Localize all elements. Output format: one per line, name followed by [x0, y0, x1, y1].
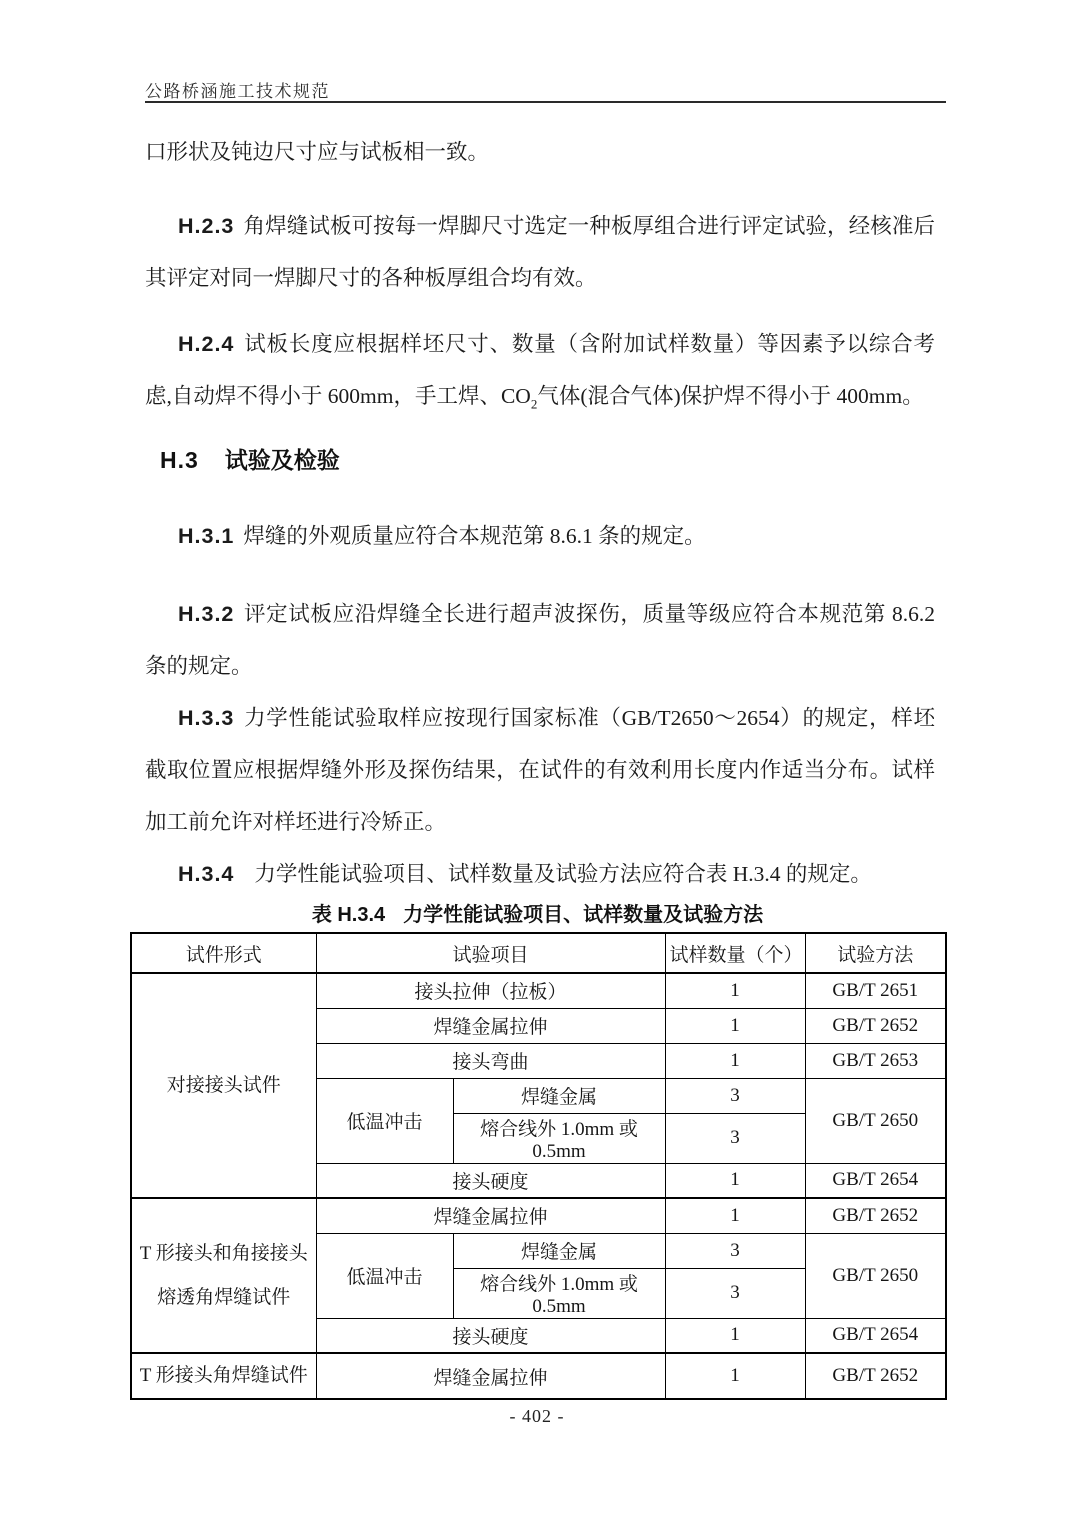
section-number: H.3: [160, 447, 199, 473]
qty-cell: 1: [665, 1043, 805, 1078]
impact-label-cell: 低温冲击: [316, 1078, 453, 1163]
qty-cell: 3: [665, 1233, 805, 1268]
method-cell: GB/T 2650: [805, 1078, 946, 1163]
header-divider: [145, 101, 946, 103]
method-cell: GB/T 2652: [805, 1353, 946, 1399]
qty-cell: 1: [665, 1163, 805, 1198]
mechanical-test-table: [130, 932, 947, 1400]
clause-h34: [145, 848, 935, 900]
clause-h24: [145, 318, 935, 430]
test-item-cell: 接头硬度: [316, 1163, 665, 1198]
section-title: 试验及检验: [224, 447, 340, 473]
test-item-cell: 焊缝金属拉伸: [316, 1008, 665, 1043]
header-test-item: 试验项目: [316, 933, 665, 973]
group-name-cell: T 形接头角焊缝试件: [131, 1353, 316, 1399]
header-specimen-form: 试件形式: [131, 933, 316, 973]
header-test-method: 试验方法: [805, 933, 946, 973]
clause-text: 角焊缝试板可按每一焊脚尺寸选定一种板厚组合进行评定试验，经核准后其评定对同一焊脚尺寸的各种板厚组合均有效。: [145, 214, 935, 290]
clause-h32: [145, 588, 935, 692]
test-item-cell: 焊缝金属拉伸: [316, 1353, 665, 1399]
test-item-cell: 焊缝金属: [453, 1233, 665, 1268]
test-item-cell: 接头硬度: [316, 1318, 665, 1353]
test-item-cell: 焊缝金属: [453, 1078, 665, 1113]
test-item-cell: 接头弯曲: [316, 1043, 665, 1078]
method-cell: GB/T 2654: [805, 1318, 946, 1353]
method-cell: GB/T 2650: [805, 1233, 946, 1318]
clause-label: H.2.4: [178, 332, 235, 356]
clause-h23: [145, 200, 935, 304]
clause-h33: [145, 692, 935, 848]
clause-text: 试板长度应根据样坯尺寸、数量（含附加试样数量）等因素予以综合考虑,自动焊不得小于 600mm，手工焊、CO: [145, 332, 935, 408]
method-cell: GB/T 2652: [805, 1008, 946, 1043]
qty-cell: 1: [665, 1318, 805, 1353]
clause-label: H.3.2: [178, 602, 235, 626]
clause-label: H.3.1: [178, 524, 235, 548]
section-heading-h3: [160, 442, 340, 475]
qty-cell: 3: [665, 1113, 805, 1163]
impact-label-cell: 低温冲击: [316, 1233, 453, 1318]
clause-text: 力学性能试验项目、试样数量及试验方法应符合表 H.3.4 的规定。: [254, 862, 872, 886]
co2-subscript: 2: [530, 396, 538, 412]
group-name-cell: T 形接头和角接接头熔透角焊缝试件: [131, 1198, 316, 1353]
clause-text: 评定试板应沿焊缝全长进行超声波探伤，质量等级应符合本规范第 8.6.2 条的规定。: [145, 602, 935, 678]
method-cell: GB/T 2651: [805, 973, 946, 1008]
test-item-cell: 接头拉伸（拉板）: [316, 973, 665, 1008]
clause-h31: [145, 510, 935, 562]
qty-cell: 1: [665, 1353, 805, 1399]
test-item-cell: 熔合线外 1.0mm 或 0.5mm: [453, 1268, 665, 1318]
table-row: [131, 973, 946, 1008]
clause-text: 焊缝的外观质量应符合本规范第 8.6.1 条的规定。: [243, 524, 706, 548]
table-row: [131, 1353, 946, 1399]
qty-cell: 3: [665, 1078, 805, 1113]
header-sample-qty: 试样数量（个）: [665, 933, 805, 973]
method-cell: GB/T 2653: [805, 1043, 946, 1078]
paragraph-text: 口形状及钝边尺寸应与试板相一致。: [145, 140, 490, 164]
running-header: 公路桥涵施工技术规范: [145, 82, 330, 101]
qty-cell: 1: [665, 1198, 805, 1233]
qty-cell: 1: [665, 1008, 805, 1043]
table-header-row: [131, 933, 946, 973]
method-cell: GB/T 2652: [805, 1198, 946, 1233]
qty-cell: 3: [665, 1268, 805, 1318]
clause-label: H.3.4: [178, 862, 235, 886]
paragraph-continuation: [145, 126, 935, 178]
method-cell: GB/T 2654: [805, 1163, 946, 1198]
clause-text: 力学性能试验取样应按现行国家标准（GB/T2650～2654）的规定，样坯截取位置应根据焊缝外形及探伤结果，在试件的有效利用长度内作适当分布。试样加工前允许对样坯进行冷矫正。: [145, 706, 935, 834]
table-caption-title: 力学性能试验项目、试样数量及试验方法: [403, 904, 764, 926]
clause-label: H.2.3: [178, 214, 235, 238]
spec-table-container: [130, 932, 947, 1400]
table-row: [131, 1198, 946, 1233]
test-item-cell: 熔合线外 1.0mm 或 0.5mm: [453, 1113, 665, 1163]
page-number: - 402 -: [509, 1406, 565, 1426]
clause-label: H.3.3: [178, 706, 235, 730]
qty-cell: 1: [665, 973, 805, 1008]
test-item-cell: 焊缝金属拉伸: [316, 1198, 665, 1233]
clause-text: 气体(混合气体)保护焊不得小于 400mm。: [537, 384, 924, 408]
table-caption: [130, 898, 945, 927]
group-name-cell: 对接接头试件: [131, 973, 316, 1198]
table-caption-number: 表 H.3.4: [311, 904, 386, 926]
